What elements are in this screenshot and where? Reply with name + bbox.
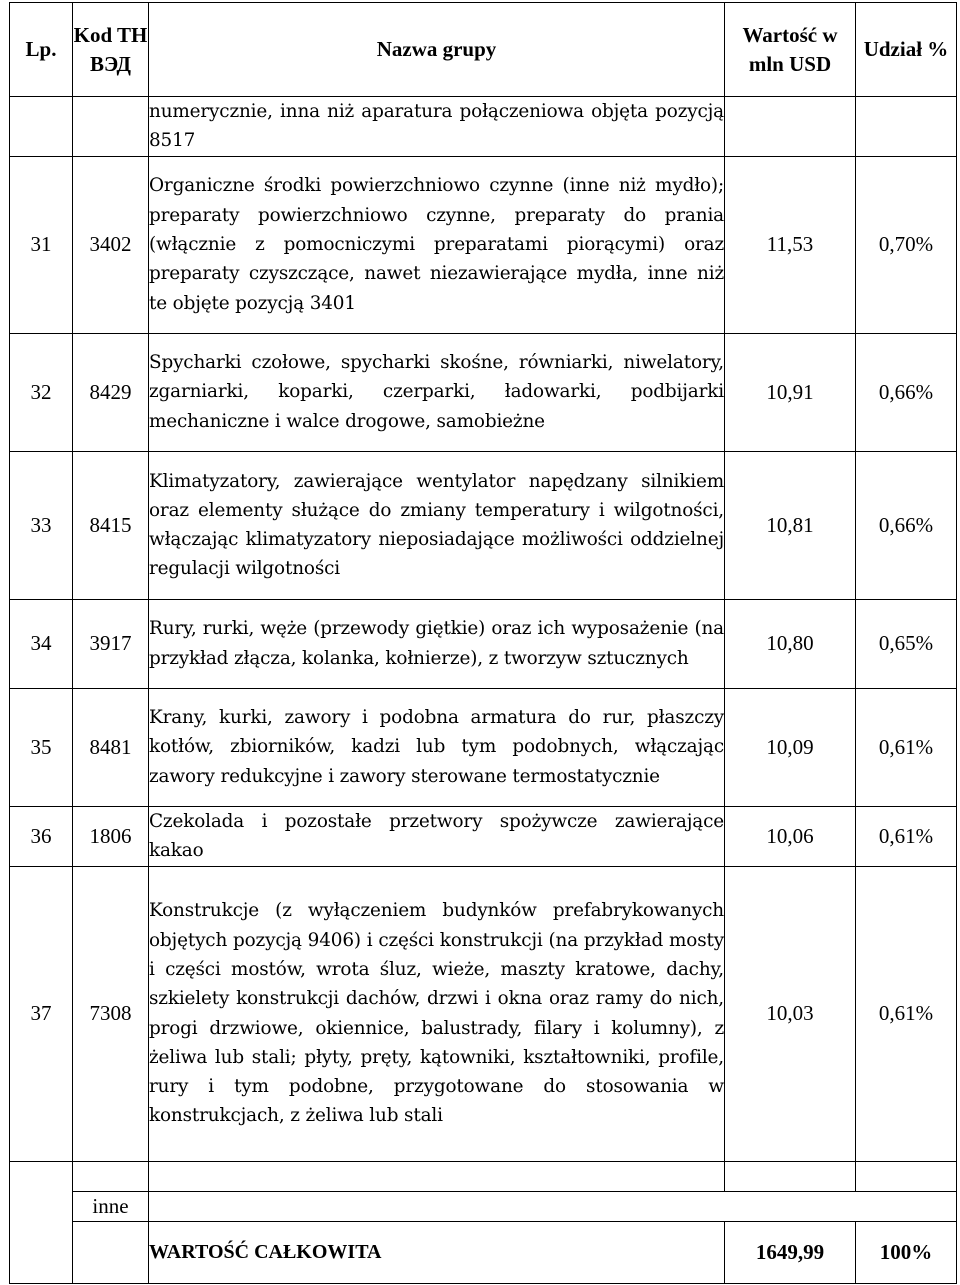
row-udzial: 0,66% <box>856 451 957 599</box>
row-wartosc: 10,80 <box>725 599 856 688</box>
row-udzial: 0,61% <box>856 806 957 866</box>
row-udzial: 0,70% <box>856 156 957 333</box>
total-wartosc: 1649,99 <box>725 1221 856 1283</box>
total-row <box>10 1221 957 1283</box>
row-nazwa: Spycharki czołowe, spycharki skośne, równiarki, niwelatory, zgarniarki, koparki, czerparki, ładowarki, podbijarki mechaniczne i walce drogowe, samobieżne <box>149 333 725 451</box>
row-kod: 8415 <box>73 451 149 599</box>
inne-label: inne <box>73 1191 149 1221</box>
table-row <box>10 688 957 806</box>
row-kod: 8481 <box>73 688 149 806</box>
table-row <box>10 333 957 451</box>
row-lp: 36 <box>10 806 73 866</box>
row-lp: 31 <box>10 156 73 333</box>
row-kod: 3402 <box>73 156 149 333</box>
row-wartosc: 10,91 <box>725 333 856 451</box>
header-row <box>10 3 957 97</box>
row-udzial: 0,61% <box>856 688 957 806</box>
total-udzial: 100% <box>856 1221 957 1283</box>
table-row <box>10 599 957 688</box>
row-udzial: 0,61% <box>856 866 957 1161</box>
table-row <box>10 451 957 599</box>
row-nazwa: Konstrukcje (z wyłączeniem budynków prefabrykowanych objętych pozycją 9406) i części konstrukcji (na przykład mosty i części mostów, wrota śluz, wieże, maszty kratowe, dachy, szkielety konstrukcji dachów, drzwi i okna oraz ramy do nich, progi drzwiowe, okiennice, balustrady, filary i kolumny), z żeliwa lub stali; płyty, pręty, kątowniki, kształtowniki, profile, rury i tym podobne, przygotowane do stosowania w konstrukcjach, z żeliwa lub stali <box>149 866 725 1161</box>
row-lp: 32 <box>10 333 73 451</box>
row-wartosc: 11,53 <box>725 156 856 333</box>
row-nazwa: Organiczne środki powierzchniowo czynne (inne niż mydło); preparaty powierzchniowo czynne, preparaty do prania (włącznie z pomocniczymi preparatami piorącymi) oraz preparaty czyszczące, nawet niezawierające mydła, inne niż te objęte pozycją 3401 <box>149 156 725 333</box>
table-row <box>10 806 957 866</box>
row-wartosc: 10,09 <box>725 688 856 806</box>
table-row <box>10 156 957 333</box>
row-wartosc: 10,81 <box>725 451 856 599</box>
header-lp: Lp. <box>10 3 73 97</box>
row-nazwa: numerycznie, inna niż aparatura połączeniowa objęta pozycją 8517 <box>149 97 725 157</box>
header-nazwa: Nazwa grupy <box>149 3 725 97</box>
header-kod: Kod TH ВЭД <box>73 3 149 97</box>
row-wartosc: 10,06 <box>725 806 856 866</box>
row-nazwa: Klimatyzatory, zawierające wentylator napędzany silnikiem oraz elementy służące do zmiany temperatury i wilgotności, włączając klimatyzatory nieposiadające możliwości oddzielnej regulacji wilgotności <box>149 451 725 599</box>
row-udzial: 0,65% <box>856 599 957 688</box>
row-kod: 1806 <box>73 806 149 866</box>
row-udzial: 0,66% <box>856 333 957 451</box>
row-nazwa: Rury, rurki, węże (przewody giętkie) oraz ich wyposażenie (na przykład złącza, kolanka, kołnierze), z tworzyw sztucznych <box>149 599 725 688</box>
table-row-blank <box>10 1161 957 1191</box>
row-nazwa: Krany, kurki, zawory i podobna armatura do rur, płaszczy kotłów, zbiorników, kadzi lub tym podobnych, włączając zawory redukcyjne i zawory sterowane termostatycznie <box>149 688 725 806</box>
row-kod: 7308 <box>73 866 149 1161</box>
row-kod: 3917 <box>73 599 149 688</box>
header-wartosc: Wartość w mln USD <box>725 3 856 97</box>
table-row-inne <box>10 1191 957 1221</box>
table-row-continuation <box>10 97 957 157</box>
row-kod: 8429 <box>73 333 149 451</box>
row-wartosc: 10,03 <box>725 866 856 1161</box>
total-label: WARTOŚĆ CAŁKOWITA <box>149 1221 725 1283</box>
header-udzial: Udział % <box>856 3 957 97</box>
row-lp: 35 <box>10 688 73 806</box>
row-lp: 34 <box>10 599 73 688</box>
table-row <box>10 866 957 1161</box>
row-lp: 37 <box>10 866 73 1161</box>
row-nazwa: Czekolada i pozostałe przetwory spożywcze zawierające kakao <box>149 806 725 866</box>
row-lp: 33 <box>10 451 73 599</box>
trade-table <box>9 2 957 1284</box>
